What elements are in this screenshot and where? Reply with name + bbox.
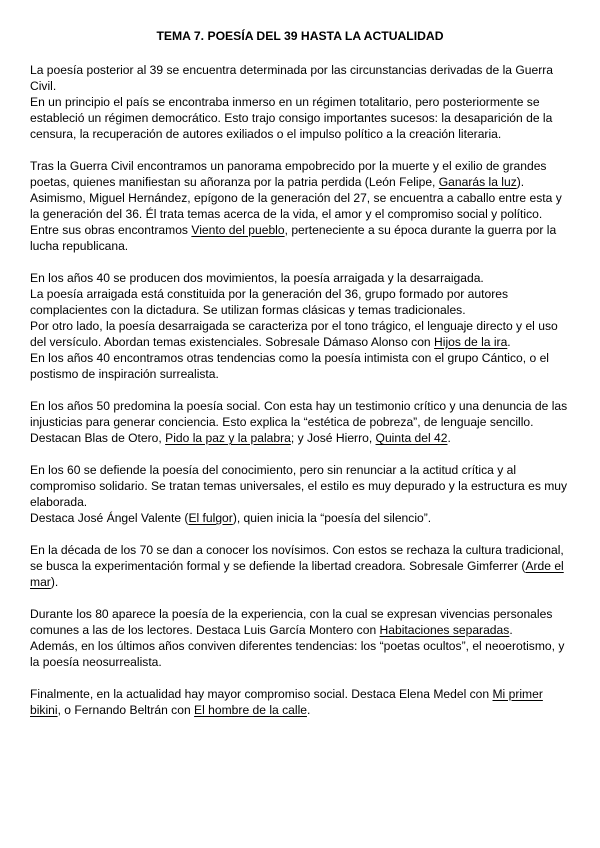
text-line bbox=[30, 398, 570, 414]
text-line bbox=[30, 302, 570, 318]
text-line bbox=[30, 654, 570, 670]
text-segment: compromiso solidario. Se tratan temas universales, el estilo es muy depurado y la estructura es muy bbox=[30, 479, 568, 493]
text-segment: Durante los 80 aparece la poesía de la experiencia, con la cual se expresan vivencias personales bbox=[30, 607, 553, 621]
text-line bbox=[30, 78, 570, 94]
text-segment: . bbox=[509, 623, 513, 637]
text-line bbox=[30, 558, 570, 574]
work-title: Mi primer bbox=[492, 687, 543, 701]
text-segment: ), quien inicia la “poesía del silencio”. bbox=[232, 511, 432, 525]
paragraph bbox=[30, 62, 570, 142]
text-segment: poetas, quienes manifiestan su añoranza por la patria perdida (León Felipe, bbox=[30, 175, 439, 189]
text-segment: En los años 40 se producen dos movimientos, la poesía arraigada y la desarraigada. bbox=[30, 271, 484, 285]
text-line bbox=[30, 158, 570, 174]
document-page bbox=[30, 29, 570, 734]
text-segment: ; y José Hierro, bbox=[290, 431, 376, 445]
text-segment: Destaca José Ángel Valente ( bbox=[30, 511, 189, 525]
text-line bbox=[30, 110, 570, 126]
text-line bbox=[30, 286, 570, 302]
work-title: Ganarás la luz bbox=[438, 175, 517, 189]
text-segment: Por otro lado, la poesía desarraigada se caracteriza por el tono trágico, el lenguaje directo y el uso bbox=[30, 319, 558, 333]
text-line bbox=[30, 414, 570, 430]
work-title: Pido la paz y la palabra bbox=[165, 431, 291, 445]
text-line bbox=[30, 478, 570, 494]
text-segment: La poesía arraigada está constituida por la generación del 36, grupo formado por autores bbox=[30, 287, 509, 301]
text-segment: , o Fernando Beltrán con bbox=[57, 703, 195, 717]
text-segment: Civil. bbox=[30, 79, 57, 93]
text-segment: del versículo. Abordan temas existenciales. Sobresale Dámaso Alonso con bbox=[30, 335, 435, 349]
text-segment: injusticias para generar conciencia. Esto explica la “estética de pobreza”, de lenguaje sencillo. bbox=[30, 415, 534, 429]
text-line bbox=[30, 510, 570, 526]
text-segment: se busca la experimentación formal y se defiende la libertad creadora. Sobresale Gimferrer ( bbox=[30, 559, 526, 573]
work-title: El hombre de la calle bbox=[194, 703, 307, 717]
text-segment: , perteneciente a su época durante la guerra por la bbox=[284, 223, 557, 237]
text-segment: En los años 40 encontramos otras tendencias como la poesía intimista con el grupo Cántico, o el bbox=[30, 351, 549, 365]
text-segment: Tras la Guerra Civil encontramos un panorama empobrecido por la muerte y el exilio de grandes bbox=[30, 159, 547, 173]
text-segment: . bbox=[507, 335, 511, 349]
text-line bbox=[30, 702, 570, 718]
page-title: TEMA 7. POESÍA DEL 39 HASTA LA ACTUALIDAD bbox=[156, 29, 444, 43]
text-segment: En un principio el país se encontraba inmerso en un régimen totalitario, pero posteriormente se bbox=[30, 95, 540, 109]
text-line bbox=[30, 62, 570, 78]
paragraph bbox=[30, 398, 570, 446]
text-segment: ). bbox=[516, 175, 525, 189]
text-line bbox=[30, 174, 570, 190]
text-line bbox=[30, 494, 570, 510]
text-line bbox=[30, 238, 570, 254]
text-segment: lucha republicana. bbox=[30, 239, 129, 253]
work-title: Hijos de la ira bbox=[434, 335, 508, 349]
text-line bbox=[30, 542, 570, 558]
text-segment: la generación del 36. Él trata temas acerca de la vida, el amor y el compromiso social y político. bbox=[30, 207, 543, 221]
work-title: Viento del pueblo bbox=[191, 223, 285, 237]
text-line bbox=[30, 350, 570, 366]
work-title: Habitaciones separadas bbox=[379, 623, 510, 637]
text-line bbox=[30, 318, 570, 334]
text-line bbox=[30, 574, 570, 590]
text-line bbox=[30, 206, 570, 222]
work-title: bikini bbox=[30, 703, 58, 717]
paragraph bbox=[30, 686, 570, 718]
paragraph bbox=[30, 542, 570, 590]
paragraph bbox=[30, 270, 570, 382]
text-segment: Entre sus obras encontramos bbox=[30, 223, 192, 237]
text-line bbox=[30, 686, 570, 702]
text-line bbox=[30, 94, 570, 110]
text-segment: complacientes con la dictadura. Se utilizan formas clásicas y temas tradicionales. bbox=[30, 303, 466, 317]
text-line bbox=[30, 190, 570, 206]
text-line bbox=[30, 638, 570, 654]
text-segment: En los 60 se defiende la poesía del conocimiento, pero sin renunciar a la actitud crítica y al bbox=[30, 463, 517, 477]
paragraph bbox=[30, 158, 570, 254]
text-segment: Finalmente, en la actualidad hay mayor compromiso social. Destaca Elena Medel con bbox=[30, 687, 493, 701]
text-segment: . bbox=[447, 431, 451, 445]
text-line bbox=[30, 606, 570, 622]
text-segment: elaborada. bbox=[30, 495, 88, 509]
document-body bbox=[30, 62, 570, 718]
work-title: Quinta del 42 bbox=[375, 431, 448, 445]
text-segment: ). bbox=[50, 575, 59, 589]
text-segment: postismo de inspiración surrealista. bbox=[30, 367, 219, 381]
paragraph bbox=[30, 462, 570, 526]
text-segment: . bbox=[306, 703, 311, 717]
text-segment: censura, la recuperación de autores exiliados o el impulso político a la creación literaria. bbox=[30, 127, 502, 141]
text-segment: Destacan Blas de Otero, bbox=[30, 431, 166, 445]
text-line bbox=[30, 126, 570, 142]
text-segment: Asimismo, Miguel Hernández, epígono de la generación del 27, se encuentra a caballo entre esta y bbox=[30, 191, 562, 205]
text-line bbox=[30, 222, 570, 238]
text-line bbox=[30, 366, 570, 382]
text-segment: Además, en los últimos años conviven diferentes tendencias: los “poetas ocultos”, el neoerotismo, y bbox=[30, 639, 565, 653]
text-line bbox=[30, 270, 570, 286]
work-title: Arde el bbox=[525, 559, 564, 573]
text-segment: estableció un régimen democrático. Esto trajo consigo importantes sucesos: la desaparición de la bbox=[30, 111, 553, 125]
text-segment: La poesía posterior al 39 se encuentra determinada por las circunstancias derivadas de la Guerra bbox=[30, 63, 554, 77]
text-line bbox=[30, 334, 570, 350]
paragraph bbox=[30, 606, 570, 670]
text-line bbox=[30, 462, 570, 478]
text-segment: comunes a las de los lectores. Destaca Luis García Montero con bbox=[30, 623, 380, 637]
text-segment: la poesía neosurrealista. bbox=[30, 655, 162, 669]
text-segment: En la década de los 70 se dan a conocer los novísimos. Con estos se rechaza la cultura tradicional, bbox=[30, 543, 564, 557]
work-title: mar bbox=[30, 575, 51, 589]
text-segment: En los años 50 predomina la poesía social. Con esta hay un testimonio crítico y una denuncia de las bbox=[30, 399, 568, 413]
text-line bbox=[30, 622, 570, 638]
work-title: El fulgor bbox=[188, 511, 233, 525]
text-line bbox=[30, 430, 570, 446]
